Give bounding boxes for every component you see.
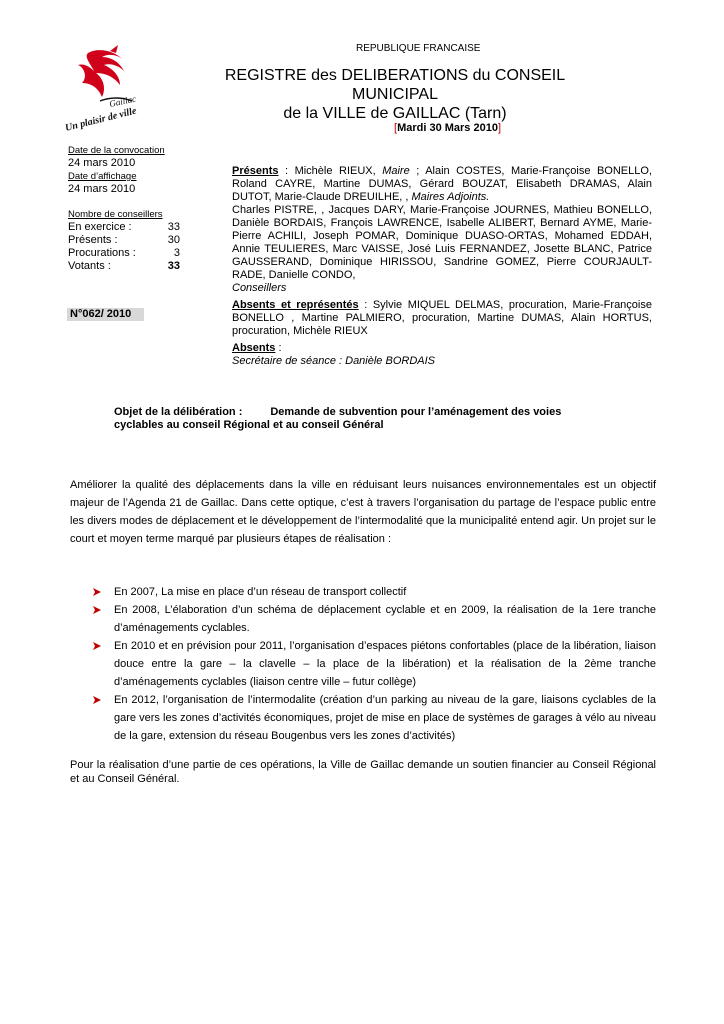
bullet-list	[92, 583, 656, 745]
count-value: 33	[167, 260, 180, 272]
represented-paragraph	[232, 299, 652, 338]
affichage-label: Date d’affichage	[68, 171, 137, 182]
absents-text: :	[275, 342, 282, 354]
represented-label: Absents et représentés	[232, 299, 359, 311]
list-item-text: En 2007, La mise en place d’un réseau de transport collectif	[114, 586, 407, 598]
gaillac-logo	[60, 45, 170, 135]
presents-label: Présents	[232, 165, 279, 177]
count-label: Présents :	[68, 234, 118, 246]
list-item-text: En 2008, L’élaboration d’un schéma de déplacement cyclable et en 2009, la réalisation de la 1ere tranche d’aménagements cyclables.	[114, 604, 656, 634]
title-line-2: de la VILLE de GAILLAC (Tarn)	[283, 105, 507, 122]
count-row	[68, 234, 180, 247]
adjoints-role: Maires Adjoints.	[411, 191, 490, 203]
deliberation-number: N°062/ 2010	[67, 308, 144, 321]
intro-paragraph: Améliorer la qualité des déplacements dans la ville en réduisant leurs nuisances environnementales est un objectif majeur de l’Agenda 21 de Gaillac. Dans cette optique, c’est à travers l’organisation du partage de l’espace public entre les divers modes de déplacement et le développement de l’intermodalité que la municipalité entend agir. Un projet sur le court et moyen terme marqué par plusieurs étapes de réalisation :	[70, 479, 656, 545]
count-value: 33	[167, 221, 180, 233]
list-item-text: En 2010 et en prévision pour 2011, l’organisation d’espaces piétons confortables (place de la libération, liaison douce entre la gare – la clavelle – la place de la libération) et la réalisation de la 2ème tranche d’aménagements cyclables (liaison centre ville – futur collège)	[114, 640, 656, 688]
conclusion-paragraph: Pour la réalisation d’une partie de ces opérations, la Ville de Gaillac demande un soutien financier au Conseil Régional et au Conseil Général.	[70, 759, 656, 785]
count-row	[68, 221, 180, 234]
title-line-1: REGISTRE des DELIBERATIONS du CONSEIL MUNICIPAL	[224, 67, 566, 103]
logo-city-text: Gaillac	[108, 93, 137, 109]
conseillers-paragraph: Charles PISTRE, , Jacques DARY, Marie-Françoise JOURNES, Mathieu BONELLO, Danièle BORDAIS, François LAWRENCE, Isabelle ALIBERT, Bernard AYME, Marie-Pierre ACHILI, Joseph POMAR, Dominique DUASO-ORTAS, Mohamed EDDAH, Annie TEULIERES, Marc VAISSE, José Luis FERNANDEZ, Josette BLANC, Patrice GAUSSERAND, Dominique HIRISSOU, Sandrine GOMEZ, Pierre COURJAULT-RADE, Danielle CONDO,	[232, 204, 652, 281]
republique-header: REPUBLIQUE FRANCAISE	[356, 43, 481, 54]
rooster-logo-icon	[60, 45, 170, 135]
session-date	[394, 122, 501, 134]
convocation-label: Date de la convocation	[68, 145, 165, 156]
red-arrow-bullet-icon	[92, 605, 102, 615]
red-arrow-bullet-icon	[92, 695, 102, 705]
conseillers-role: Conseillers	[232, 282, 287, 294]
meta-column	[68, 144, 180, 273]
objet-text: Demande de subvention pour l’aménagement des voies	[270, 406, 562, 418]
maire-role: Maire	[382, 165, 410, 177]
document-title	[200, 66, 590, 123]
count-row	[68, 260, 180, 273]
logo-slogan-text: Un plaisir de ville	[64, 105, 138, 134]
presents-text: ; Alain COSTES, Marie-Françoise BONELLO, Roland CAYRE, Martine DUMAS, Gérard BOUZAT, Elisabeth DRAMAS, Alain DUTOT, Marie-Claude DREUILHE, ,	[232, 165, 652, 203]
objet-label: Objet de la délibération :	[114, 406, 243, 418]
absents-label: Absents	[232, 342, 276, 354]
separator: :	[278, 165, 295, 177]
convocation-date: 24 mars 2010	[68, 157, 136, 169]
count-value: 3	[173, 247, 180, 259]
count-label: Procurations :	[68, 247, 136, 259]
presents-text: Michèle RIEUX,	[294, 165, 383, 177]
objet-block	[114, 406, 634, 432]
list-item	[92, 637, 656, 691]
list-item	[92, 601, 656, 637]
absents-paragraph	[232, 342, 652, 355]
presents-paragraph	[232, 165, 652, 204]
list-item	[92, 691, 656, 745]
objet-text-line-2: cyclables au conseil Régional et au conseil Général	[114, 419, 384, 431]
count-row	[68, 247, 180, 260]
red-arrow-bullet-icon	[92, 587, 102, 597]
date-bracket-open: [	[394, 122, 398, 134]
date-bracket-close: ]	[497, 122, 502, 134]
date-text: Mardi 30 Mars 2010	[397, 122, 498, 134]
secretaire: Secrétaire de séance : Danièle BORDAIS	[232, 355, 435, 367]
affichage-date: 24 mars 2010	[68, 183, 136, 195]
represented-text: : Sylvie MIQUEL DELMAS, procuration, Marie-Françoise BONELLO , Martine PALMIERO, procuration, Martine DUMAS, Alain HORTUS, procuration, Michèle RIEUX	[232, 299, 652, 337]
list-item	[92, 583, 656, 601]
conseillers-label: Nombre de conseillers	[68, 209, 163, 220]
list-item-text: En 2012, l’organisation de l’intermodalite (création d’un parking au niveau de la gare, liaisons cyclables de la gare vers les zones d’activités économiques, projet de mise en place de systèmes de garages à vélo au niveau de la gare, extension du réseau Bougenbus vers les zones d’activités)	[114, 694, 656, 742]
attendance-block	[232, 165, 652, 368]
count-label: Votants :	[68, 260, 111, 272]
red-arrow-bullet-icon	[92, 641, 102, 651]
count-value: 30	[167, 234, 180, 246]
count-label: En exercice :	[68, 221, 132, 233]
